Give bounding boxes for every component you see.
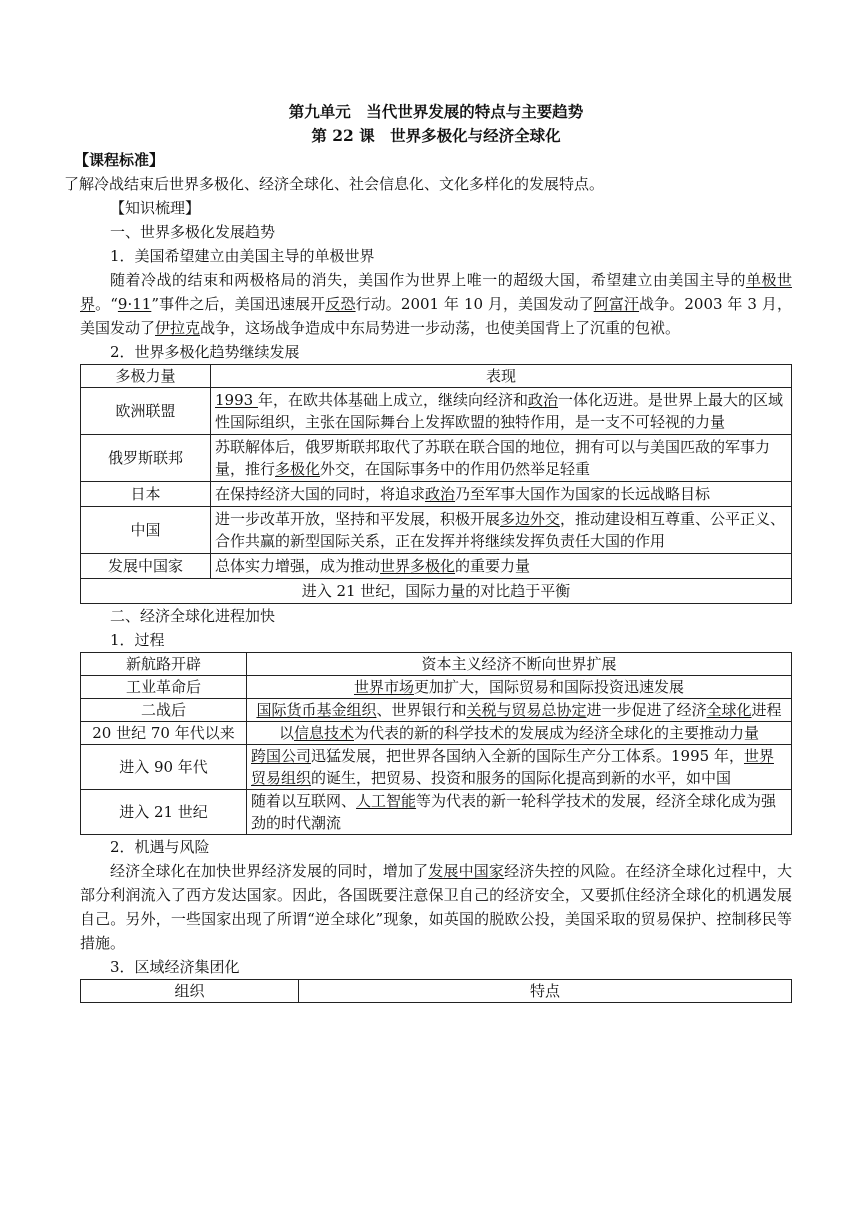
- table-row: [81, 676, 792, 699]
- underlined-term: 全球化: [706, 701, 752, 719]
- text-run: ，推动建设相互尊重、公平正义、合作共赢的新型国际关系，正在发挥并将继续发挥负责任大国的作用: [215, 510, 786, 550]
- underlined-term: 单极世界: [80, 271, 792, 313]
- table-row: [81, 482, 792, 507]
- multipolar-table: [80, 364, 792, 604]
- text-run: 进一步促进了经济: [586, 701, 707, 719]
- row-label-cell: 二战后: [81, 699, 247, 722]
- row-description-cell: [247, 699, 792, 722]
- underlined-term: 多极化: [275, 460, 321, 478]
- table-header-cell: 特点: [299, 980, 792, 1003]
- text-run: 行动。2001 年 10 月，美国发动了: [355, 295, 594, 313]
- table-row: [81, 388, 792, 435]
- row-description-cell: [211, 435, 792, 482]
- standard-heading: 【课程标准】: [74, 151, 165, 169]
- underlined-term: 政治: [527, 391, 558, 409]
- section-heading-1: 一、世界多极化发展趋势: [110, 223, 276, 241]
- row-label-cell: 进入 90 年代: [81, 745, 247, 790]
- row-label-cell: 20 世纪 70 年代以来: [81, 722, 247, 745]
- table-row: [81, 699, 792, 722]
- text-run: 苏联解体后，俄罗斯联邦取代了苏联在联合国的地位，拥有可以与美国匹敌的军事力量，推行: [215, 438, 771, 478]
- subheading-4: 2．机遇与风险: [110, 838, 210, 856]
- underlined-term: 政治: [425, 485, 456, 503]
- row-label-cell: 新航路开辟: [81, 653, 247, 676]
- text-run: ”事件之后，美国迅速展开: [151, 295, 326, 313]
- underlined-term: 反恐: [325, 295, 356, 313]
- text-run: 乃至军事大国作为国家的长远战略目标: [455, 485, 711, 503]
- text-run: 、世界银行和: [376, 701, 467, 719]
- subheading-5: 3．区域经济集团化: [110, 958, 240, 976]
- table-row: [81, 745, 792, 790]
- subheading-3: 1．过程: [110, 631, 165, 649]
- row-description-cell: [211, 554, 792, 579]
- text-run: 进程: [751, 701, 782, 719]
- standard-text: 了解冷战结束后世界多极化、经济全球化、社会信息化、文化多样化的发展特点。: [64, 175, 605, 193]
- document-page: [64, 100, 792, 1003]
- table-header-cell: 组织: [81, 980, 299, 1003]
- text-run: 的诞生，把贸易、投资和服务的国际化提高到新的水平，如中国: [311, 769, 732, 787]
- text-run: 更加扩大，国际贸易和国际投资迅速发展: [414, 678, 685, 696]
- underlined-term: 伊拉克: [155, 319, 201, 337]
- paragraph-unipolar: [80, 268, 792, 340]
- underlined-term: 信息技术: [293, 724, 354, 742]
- text-run: 年，在欧共体基础上成立，继续向经济和: [257, 391, 528, 409]
- underlined-term: 发展中国家: [428, 862, 505, 880]
- underlined-term: 国际货币基金组织: [256, 701, 377, 719]
- table-row: [81, 507, 792, 554]
- text-run: 迅猛发展，把世界各国纳入全新的国际生产分工体系。1995 年，: [311, 747, 744, 765]
- text-run: 等为代表的新一轮科学技术的发展，经济全球化成为强劲的时代潮流: [251, 792, 777, 832]
- text-run: 为代表的新的科学技术的发展成为经济全球化的主要推动力量: [354, 724, 760, 742]
- text-run: 随着冷战的结束和两极格局的消失，美国作为世界上唯一的超级大国，希望建立由美国主导的: [110, 271, 746, 289]
- paragraph-opportunity-risk: [80, 859, 792, 955]
- row-label-cell: 工业革命后: [81, 676, 247, 699]
- table-header-row: [81, 365, 792, 388]
- text-run: 在保持经济大国的同时，将追求: [215, 485, 426, 503]
- text-run: 经济全球化在加快世界经济发展的同时，增加了: [110, 862, 429, 880]
- underlined-term: 人工智能: [356, 792, 417, 810]
- underlined-term: 世界市场: [353, 678, 414, 696]
- regional-groups-table: [80, 979, 792, 1003]
- row-label-cell: 中国: [81, 507, 211, 554]
- row-label-cell: 欧洲联盟: [81, 388, 211, 435]
- row-description-cell: [247, 790, 792, 835]
- table-footer-row: [81, 579, 792, 604]
- text-run: 以: [278, 724, 294, 742]
- table-row: [81, 722, 792, 745]
- table-row: [81, 653, 792, 676]
- underlined-term: 世界贸易组织: [251, 747, 774, 787]
- row-description-cell: [211, 482, 792, 507]
- underlined-term: 多边外交: [500, 510, 561, 528]
- subheading-2: 2．世界多极化趋势继续发展: [110, 343, 300, 361]
- row-label-cell: 发展中国家: [81, 554, 211, 579]
- text-run: 总体实力增强，成为推动: [215, 557, 381, 575]
- text-run: 进一步改革开放，坚持和平发展，积极开展: [215, 510, 501, 528]
- text-run: 战争。2003 年 3 月，美国发动了: [80, 295, 792, 337]
- text-run: 的重要力量: [455, 557, 531, 575]
- table-footer-cell: 进入 21 世纪，国际力量的对比趋于平衡: [81, 579, 792, 604]
- row-description-cell: [247, 745, 792, 790]
- underlined-term: 跨国公司: [251, 747, 312, 765]
- text-run: 外交，在国际事务中的作用仍然举足轻重: [320, 460, 591, 478]
- table-header-cell: 多极力量: [81, 365, 211, 388]
- text-run: 。“: [95, 295, 118, 313]
- text-run: 资本主义经济不断向世界扩展: [421, 655, 617, 673]
- row-label-cell: 进入 21 世纪: [81, 790, 247, 835]
- unit-title: 第九单元 当代世界发展的特点与主要趋势: [288, 102, 584, 121]
- row-description-cell: [211, 388, 792, 435]
- text-run: 随着以互联网、: [251, 792, 357, 810]
- table-row: [81, 435, 792, 482]
- row-description-cell: [211, 507, 792, 554]
- text-run: 经济失控的风险。在经济全球化过程中，大部分利润流入了西方发达国家。因此，各国既要注意保卫自己的经济安全，又要抓住经济全球化的机遇发展自己。另外，一些国家出现了所谓“逆全球化”现象，如英国的脱欧公投，美国采取的贸易保护、控制移民等措施。: [80, 862, 792, 952]
- underlined-term: 阿富汗: [593, 295, 640, 313]
- underlined-term: 9·11: [117, 295, 152, 313]
- table-row: [81, 790, 792, 835]
- lesson-title: 第 22 课 世界多极化与经济全球化: [311, 126, 561, 145]
- underlined-term: 1993: [215, 391, 258, 409]
- text-run: 战争，这场战争造成中东局势进一步动荡，也使美国背上了沉重的包袱。: [200, 319, 681, 337]
- row-label-cell: 俄罗斯联邦: [81, 435, 211, 482]
- text-run: 一体化迈进。是世界上最大的区域性国际组织，主张在国际舞台上发挥欧盟的独特作用，是一支不可轻视的力量: [215, 391, 783, 431]
- row-label-cell: 日本: [81, 482, 211, 507]
- section-heading-2: 二、经济全球化进程加快: [110, 607, 276, 625]
- subheading-1: 1．美国希望建立由美国主导的单极世界: [110, 247, 375, 265]
- row-description-cell: [247, 676, 792, 699]
- table-header-cell: 表现: [211, 365, 792, 388]
- table-header-row: [81, 980, 792, 1003]
- table-row: [81, 554, 792, 579]
- knowledge-heading: 【知识梳理】: [110, 199, 201, 217]
- underlined-term: 关税与贸易总协定: [466, 701, 587, 719]
- underlined-term: 世界多极化: [380, 557, 456, 575]
- globalization-process-table: [80, 652, 792, 835]
- row-description-cell: [247, 722, 792, 745]
- row-description-cell: [247, 653, 792, 676]
